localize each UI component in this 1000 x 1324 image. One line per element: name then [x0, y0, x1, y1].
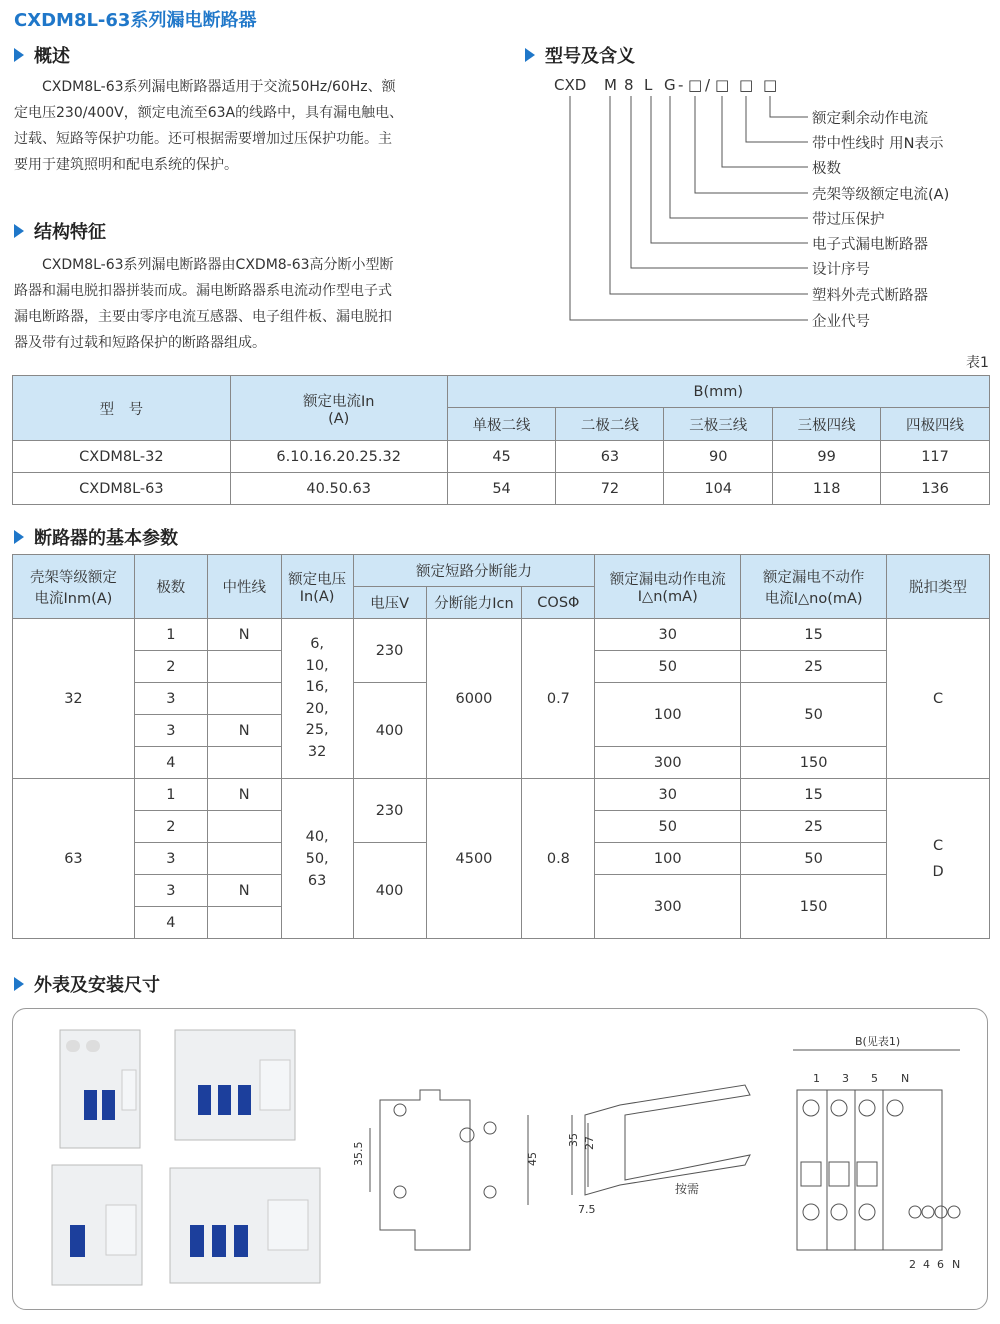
- meaning-label: 塑料外壳式断路器: [812, 288, 928, 304]
- terminal-bottom-2: 2: [909, 1258, 916, 1271]
- col-header: 额定电压 In(A): [281, 555, 353, 619]
- terminal-top-3: 3: [842, 1072, 849, 1085]
- meaning-label: 带过压保护: [812, 212, 885, 228]
- col-header: 脱扣类型: [887, 555, 990, 619]
- product-photo-3p: [170, 1168, 320, 1283]
- col-header: 二极二线: [556, 408, 664, 441]
- col-header: 四极四线: [881, 408, 990, 441]
- col-header: 额定电流In (A): [230, 376, 447, 441]
- code-part: L: [644, 76, 653, 94]
- table-row: 3 400 100 50: [13, 683, 990, 715]
- col-header: 额定漏电不动作 电流I△no(mA): [741, 555, 887, 619]
- overview-text: CXDM8L-63系列漏电断路器适用于交流50Hz/60Hz、额 定电压230/400V，额定电流至63A的线路中，具有漏电触电、 过载、短路等保护功能。还可根据需要增加过压保护功能。主 要用于建筑照明和配电系统的保护。: [14, 79, 404, 173]
- col-header: 壳架等级额定 电流Inm(A): [13, 555, 135, 619]
- code-part: G: [664, 76, 676, 94]
- page-title: CXDM8L-63系列漏电断路器: [14, 10, 257, 31]
- col-header: 型 号: [13, 376, 231, 441]
- table-row: 2 50 25: [13, 651, 990, 683]
- dim-35-5: 35.5: [352, 1141, 365, 1166]
- meaning-label: 额定剩余动作电流: [812, 111, 928, 127]
- meaning-label: 带中性线时 用N表示: [812, 136, 944, 152]
- dim-35: 35: [567, 1133, 580, 1147]
- product-photo-4p: [175, 1030, 295, 1140]
- dimension-table: [12, 375, 990, 505]
- col-header: COSΦ: [522, 587, 595, 619]
- terminal-bottom-6: 6: [937, 1258, 944, 1271]
- code-part: -: [678, 76, 684, 94]
- model-heading: 型号及含义: [525, 42, 635, 68]
- code-part: □: [715, 76, 730, 94]
- code-part: □: [763, 76, 778, 94]
- table-row: 63 1 N 40, 50, 63 230 4500 0.8 30 15 C D: [13, 779, 990, 811]
- product-photo-1p: [52, 1165, 142, 1285]
- b-see-table-label: B(见表1): [855, 1035, 901, 1048]
- col-header: 极数: [134, 555, 207, 619]
- structure-heading: 结构特征: [14, 218, 106, 244]
- table-row: 3 N 300 150: [13, 875, 990, 907]
- terminal-bottom-4: 4: [923, 1258, 930, 1271]
- meaning-label: 壳架等级额定电流(A): [812, 187, 950, 203]
- col-header: 三极三线: [664, 408, 773, 441]
- col-header: B(mm): [447, 376, 989, 408]
- terminal-top-n: N: [901, 1072, 910, 1085]
- dims-heading: 外表及安装尺寸: [14, 971, 160, 997]
- table-row: 4 300 150: [13, 747, 990, 779]
- col-header: 分断能力Icn: [426, 587, 522, 619]
- code-part: CXD: [554, 76, 587, 94]
- code-part: M: [604, 76, 617, 94]
- rail-drawing: [560, 1075, 760, 1225]
- table-row: 3 N: [13, 715, 990, 747]
- overview-heading: 概述: [14, 42, 70, 68]
- table-row: CXDM8L-63 40.50.63 54 72 104 118 136: [13, 473, 990, 505]
- code-part: /: [705, 76, 711, 94]
- dim-45: 45: [526, 1152, 539, 1166]
- code-part: □: [688, 76, 703, 94]
- table-row: 3 400 100 50: [13, 843, 990, 875]
- dim-7-5: 7.5: [578, 1203, 596, 1216]
- params-heading: 断路器的基本参数: [14, 524, 178, 550]
- col-header: 额定漏电动作电流 I△n(mA): [595, 555, 741, 619]
- table-row: 4: [13, 907, 990, 939]
- as-needed-label: 按需: [675, 1182, 700, 1196]
- front-wiring-drawing: [785, 1030, 975, 1280]
- table-row: CXDM8L-32 6.10.16.20.25.32 45 63 90 99 117: [13, 441, 990, 473]
- col-header: 额定短路分断能力: [353, 555, 595, 587]
- terminal-top-5: 5: [871, 1072, 878, 1085]
- terminal-top-1: 1: [813, 1072, 820, 1085]
- col-header: 电压V: [353, 587, 426, 619]
- product-photos: [40, 1020, 330, 1300]
- code-part: □: [739, 76, 754, 94]
- terminal-bottom-n: N: [952, 1258, 961, 1271]
- meaning-label: 企业代号: [812, 314, 870, 330]
- product-photo-2p: [60, 1030, 140, 1148]
- triangle-bullet-icon: [14, 530, 24, 544]
- meaning-label: 极数: [812, 161, 841, 177]
- dim-27: 27: [583, 1136, 596, 1150]
- triangle-bullet-icon: [14, 977, 24, 991]
- side-profile-drawing: [340, 1080, 550, 1270]
- col-header: 单极二线: [447, 408, 556, 441]
- meaning-label: 设计序号: [812, 262, 870, 278]
- table1-note: 表1: [966, 355, 989, 371]
- params-table: [12, 554, 990, 939]
- meaning-label: 电子式漏电断路器: [812, 237, 928, 253]
- col-header: 中性线: [207, 555, 281, 619]
- structure-text: CXDM8L-63系列漏电断路器由CXDM8-63高分断小型断 路器和漏电脱扣器拼装而成。漏电断路器系电流动作型电子式 漏电断路器，主要由零序电流互感器、电子组件板、漏电脱扣 器及带有过载和短路保护的断路器组成。: [14, 257, 394, 351]
- table-row: 32 1 N 6, 10, 16, 20, 25, 32 230 6000 0.7 30 15 C: [13, 619, 990, 651]
- col-header: 三极四线: [773, 408, 881, 441]
- code-part: 8: [624, 76, 634, 94]
- table-row: 2 50 25: [13, 811, 990, 843]
